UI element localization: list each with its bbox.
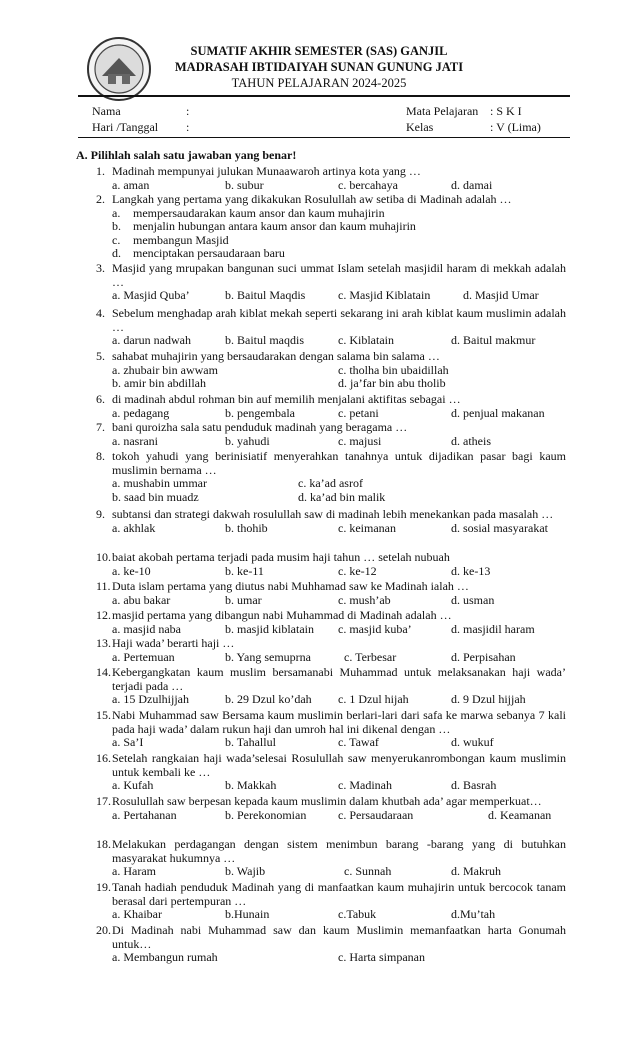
answer-option[interactable]: b. masjid kiblatain (225, 621, 314, 636)
answer-option[interactable]: d. ke-13 (451, 563, 491, 578)
answer-option[interactable]: b. Perekonomian (225, 807, 307, 822)
question-item (96, 350, 566, 391)
question-number: 5. (96, 349, 105, 363)
answer-option[interactable]: d. Keamanan (488, 807, 552, 822)
question-text: bani quroizha sala satu penduduk madinah yang beragama … (112, 420, 408, 434)
choice-row (112, 693, 566, 707)
choice-row (112, 908, 566, 922)
question-text: tokoh yahudi yang berinisiatif menyerahkan tanahnya untuk dijadikan pasar bagi kaum muslimin bernama … (112, 449, 566, 477)
question-number: 13. (96, 636, 111, 650)
answer-option[interactable]: a. 15 Dzulhijjah (112, 692, 189, 707)
answer-option[interactable]: c. mush’ab (338, 592, 391, 607)
choice-row (112, 565, 566, 579)
answer-option[interactable]: b. thohib (225, 520, 268, 535)
question-item (96, 881, 566, 922)
answer-option[interactable]: d.Mu’tah (451, 907, 496, 922)
answer-option[interactable]: d. atheis (451, 433, 491, 448)
question-number: 11. (96, 579, 111, 593)
option-text: menjalin hubungan antara kaum ansor dan kaum muhajirin (133, 219, 416, 234)
answer-option[interactable]: d. Masjid Umar (463, 288, 539, 303)
answer-option[interactable]: a. Sa’I (112, 735, 144, 750)
question-number: 17. (96, 794, 111, 808)
choice-row (112, 951, 566, 965)
answer-option[interactable]: c. Tawaf (338, 735, 379, 750)
answer-option[interactable]: c. Sunnah (344, 864, 392, 879)
choice-row (112, 289, 566, 303)
question-number: 2. (96, 192, 105, 206)
answer-option[interactable]: a. pedagang (112, 405, 170, 420)
answer-option[interactable] (112, 207, 566, 221)
question-text: Haji wada’ berarti haji … (112, 636, 235, 650)
question-text: masjid pertama yang dibangun nabi Muhammad di Madinah adalah … (112, 608, 452, 622)
option-letter: d. (112, 246, 121, 261)
answer-option[interactable]: d. Baitul makmur (451, 333, 536, 348)
question-number: 14. (96, 665, 111, 679)
answer-option[interactable]: d. ka’ad bin malik (298, 489, 386, 504)
answer-option[interactable]: b. Makkah (225, 778, 277, 793)
question-text: Di Madinah nabi Muhammad saw dan kaum Muslimin memanfaatkan harta Gonumah untuk… (112, 923, 566, 951)
answer-option[interactable]: a. nasrani (112, 433, 158, 448)
question-number: 16. (96, 751, 111, 765)
answer-option[interactable]: b. subur (225, 177, 264, 192)
question-item (96, 262, 566, 303)
answer-option[interactable]: c. Masjid Kiblatain (338, 288, 431, 303)
question-text: Nabi Muhammad saw Bersama kaum muslimin berlari-lari dari safa ke marwa sebanya 7 kali pada haji wada’ dalam rukun haji dan umroh hal ini dikenal dengan … (112, 708, 566, 736)
answer-option[interactable]: b. pengembala (225, 405, 295, 420)
option-letter: c. (112, 232, 121, 247)
header-school: MADRASAH IBTIDAIYAH SUNAN GUNUNG JATI (174, 60, 464, 74)
answer-option[interactable]: b. 29 Dzul ko’dah (225, 692, 312, 707)
question-number: 12. (96, 608, 111, 622)
mapel-value: : S K I (490, 104, 522, 118)
question-item (96, 666, 566, 707)
answer-option[interactable]: c. tholha bin ubaidillah (338, 362, 449, 377)
question-number: 4. (96, 306, 105, 320)
answer-option[interactable]: a. abu bakar (112, 592, 171, 607)
kelas-label: Kelas (406, 120, 434, 134)
question-number: 10. (96, 550, 111, 564)
question-number: 8. (96, 449, 105, 463)
choice-row (112, 522, 566, 536)
question-number: 1. (96, 164, 105, 178)
question-text: Duta islam pertama yang diutus nabi Muhhamad saw ke Madinah ialah … (112, 579, 469, 593)
answer-option[interactable]: d. penjual makanan (451, 405, 545, 420)
answer-option[interactable]: c. bercahaya (338, 177, 398, 192)
header-rule (78, 95, 570, 97)
question-item (96, 924, 566, 965)
question-item (96, 795, 566, 822)
answer-option[interactable]: a. Pertahanan (112, 807, 177, 822)
kelas-value: : V (Lima) (490, 120, 541, 134)
answer-option[interactable]: b. Yang semuprna (225, 649, 311, 664)
answer-option[interactable]: d. Makruh (451, 864, 501, 879)
question-text: Langkah yang pertama yang dikakukan Rosulullah aw setiba di Madinah adalah … (112, 192, 512, 206)
question-item (96, 193, 566, 261)
question-text: Tanah hadiah penduduk Madinah yang di manfaatkan kaum muhajirin untuk bercocok tanam berasal dari pertempuran … (112, 880, 566, 908)
question-text: di madinah abdul rohman bin auf memilih menjalani aktifitas sebagai … (112, 392, 461, 406)
hari-colon: : (186, 120, 190, 134)
question-item (96, 609, 566, 636)
answer-option[interactable]: b. Baitul maqdis (225, 333, 304, 348)
answer-option[interactable] (112, 247, 566, 261)
answer-option[interactable]: a. Membangun rumah (112, 950, 218, 965)
question-text: Setelah rangkaian haji wada’selesai Rosulullah saw menyerukanrombongan kaum muslimin untuk kembali ke … (112, 751, 566, 779)
answer-option[interactable]: c. Terbesar (344, 649, 397, 664)
answer-option[interactable]: b. yahudi (225, 433, 270, 448)
answer-option[interactable]: b. ke-11 (225, 563, 264, 578)
answer-option[interactable]: a. mushabin ummar (112, 476, 207, 491)
header-title: SUMATIF AKHIR SEMESTER (SAS) GANJIL (190, 44, 448, 58)
answer-option[interactable]: b. Baitul Maqdis (225, 288, 306, 303)
answer-option[interactable] (112, 234, 566, 248)
answer-option[interactable]: a. darun nadwah (112, 333, 191, 348)
question-number: 9. (96, 507, 105, 521)
answer-option[interactable]: a. Kufah (112, 778, 154, 793)
choice-row (112, 364, 566, 378)
nama-label: Nama (92, 104, 121, 118)
answer-option[interactable]: d. 9 Dzul hijjah (451, 692, 526, 707)
question-text: Rosulullah saw berpesan kepada kaum muslimin dalam khutbah ada’ agar memperkuat… (112, 794, 542, 808)
question-number: 18. (96, 837, 111, 851)
choice-row (112, 736, 566, 750)
question-number: 7. (96, 420, 105, 434)
option-text: mempersaudarakan kaum ansor dan kaum muhajirin (133, 205, 385, 220)
choice-row (112, 407, 566, 421)
question-number: 19. (96, 880, 111, 894)
answer-option[interactable]: d. ja’far bin abu tholib (338, 376, 446, 391)
answer-option[interactable]: b. Wajib (225, 864, 266, 879)
question-number: 20. (96, 923, 111, 937)
question-item (96, 838, 566, 879)
choice-row (112, 334, 566, 348)
answer-option[interactable]: d. wukuf (451, 735, 494, 750)
choice-row (112, 377, 566, 391)
question-text: Sebelum menghadap arah kiblat mekah seperti sekarang ini arah kiblat kaum muslimin adalah … (112, 306, 566, 334)
choice-row (112, 865, 566, 879)
answer-option[interactable]: a. akhlak (112, 520, 156, 535)
answer-option[interactable]: d. Basrah (451, 778, 497, 793)
answer-option[interactable]: c. Kiblatain (338, 333, 394, 348)
choice-row (112, 491, 566, 505)
question-text: Melakukan perdagangan dengan sistem menimbun barang -barang yang di butuhkan masyarakat hukumnya … (112, 837, 566, 865)
question-number: 6. (96, 392, 105, 406)
nama-colon: : (186, 104, 190, 118)
question-item (96, 508, 566, 535)
answer-option[interactable]: d. damai (451, 177, 493, 192)
choice-list (96, 207, 566, 261)
answer-option[interactable]: c. masjid kuba’ (338, 621, 412, 636)
choice-row (112, 594, 566, 608)
info-rule (78, 137, 570, 138)
answer-option[interactable]: a. Masjid Quba’ (112, 288, 190, 303)
question-text: baiat akobah pertama terjadi pada musim haji tahun … setelah nubuah (112, 550, 450, 564)
choice-row (112, 477, 566, 491)
answer-option[interactable]: a. Pertemuan (112, 649, 175, 664)
choice-row (112, 809, 566, 823)
question-item (96, 165, 566, 192)
answer-option[interactable]: b.Hunain (225, 907, 270, 922)
answer-option[interactable]: c. petani (338, 405, 379, 420)
question-item (96, 393, 566, 420)
question-item (96, 752, 566, 793)
question-number: 3. (96, 261, 105, 275)
answer-option[interactable]: a. ke-10 (112, 563, 151, 578)
question-text: subtansi dan strategi dakwah rosulullah saw di madinah lebih menekankan pada masalah … (112, 507, 554, 521)
answer-option[interactable]: b. amir bin abdillah (112, 376, 206, 391)
question-text: sahabat muhajirin yang bersaudarakan dengan salama bin salama … (112, 349, 440, 363)
answer-option[interactable]: c. Persaudaraan (338, 807, 414, 822)
answer-option[interactable]: b. Tahallul (225, 735, 276, 750)
section-heading: A. Pilihlah salah satu jawaban yang benar! (76, 148, 297, 162)
choice-row (112, 779, 566, 793)
answer-option[interactable]: c. ke-12 (338, 563, 377, 578)
answer-option[interactable] (112, 220, 566, 234)
question-item (96, 709, 566, 750)
answer-option[interactable]: c. majusi (338, 433, 382, 448)
answer-option[interactable]: b. umar (225, 592, 262, 607)
mapel-label: Mata Pelajaran (406, 104, 479, 118)
answer-option[interactable]: c. ka’ad asrof (298, 476, 363, 491)
answer-option[interactable]: d. masjidil haram (451, 621, 535, 636)
answer-option[interactable]: a. Haram (112, 864, 156, 879)
answer-option[interactable]: a. masjid naba (112, 621, 181, 636)
choice-row (112, 179, 566, 193)
answer-option[interactable]: c. keimanan (338, 520, 396, 535)
answer-option[interactable]: c. 1 Dzul hijah (338, 692, 409, 707)
question-item (96, 580, 566, 607)
question-item (96, 637, 566, 664)
choice-row (112, 623, 566, 637)
answer-option[interactable]: c. Harta simpanan (338, 950, 425, 965)
question-text: Kebergangkatan kaum muslim bersamanabi Muhammad untuk melaksanakan haji wada’ terjadi pada … (112, 665, 566, 693)
answer-option[interactable]: a. Khaibar (112, 907, 162, 922)
answer-option[interactable]: c.Tabuk (338, 907, 377, 922)
option-text: membangun Masjid (133, 232, 229, 247)
question-item (96, 551, 566, 578)
answer-option[interactable]: a. aman (112, 177, 150, 192)
question-item (96, 450, 566, 504)
question-text: Masjid yang mrupakan bangunan suci ummat Islam setelah masjidil haram di mekkah adalah … (112, 261, 566, 289)
answer-option[interactable]: d. sosial masyarakat (451, 520, 548, 535)
option-letter: b. (112, 219, 121, 234)
header-year: TAHUN PELAJARAN 2024-2025 (231, 76, 407, 90)
question-item (96, 307, 566, 348)
question-text: Madinah mempunyai julukan Munaawaroh artinya kota yang … (112, 164, 421, 178)
option-text: menciptakan persaudaraan baru (133, 246, 285, 261)
hari-label: Hari /Tanggal (92, 120, 159, 134)
question-item (96, 421, 566, 448)
choice-row (112, 435, 566, 449)
answer-option[interactable]: c. Madinah (338, 778, 392, 793)
question-number: 15. (96, 708, 111, 722)
answer-option[interactable]: a. zhubair bin awwam (112, 362, 218, 377)
answer-option[interactable]: b. saad bin muadz (112, 489, 199, 504)
option-letter: a. (112, 205, 121, 220)
answer-option[interactable]: d. usman (451, 592, 495, 607)
choice-row (112, 651, 566, 665)
answer-option[interactable]: d. Perpisahan (451, 649, 516, 664)
